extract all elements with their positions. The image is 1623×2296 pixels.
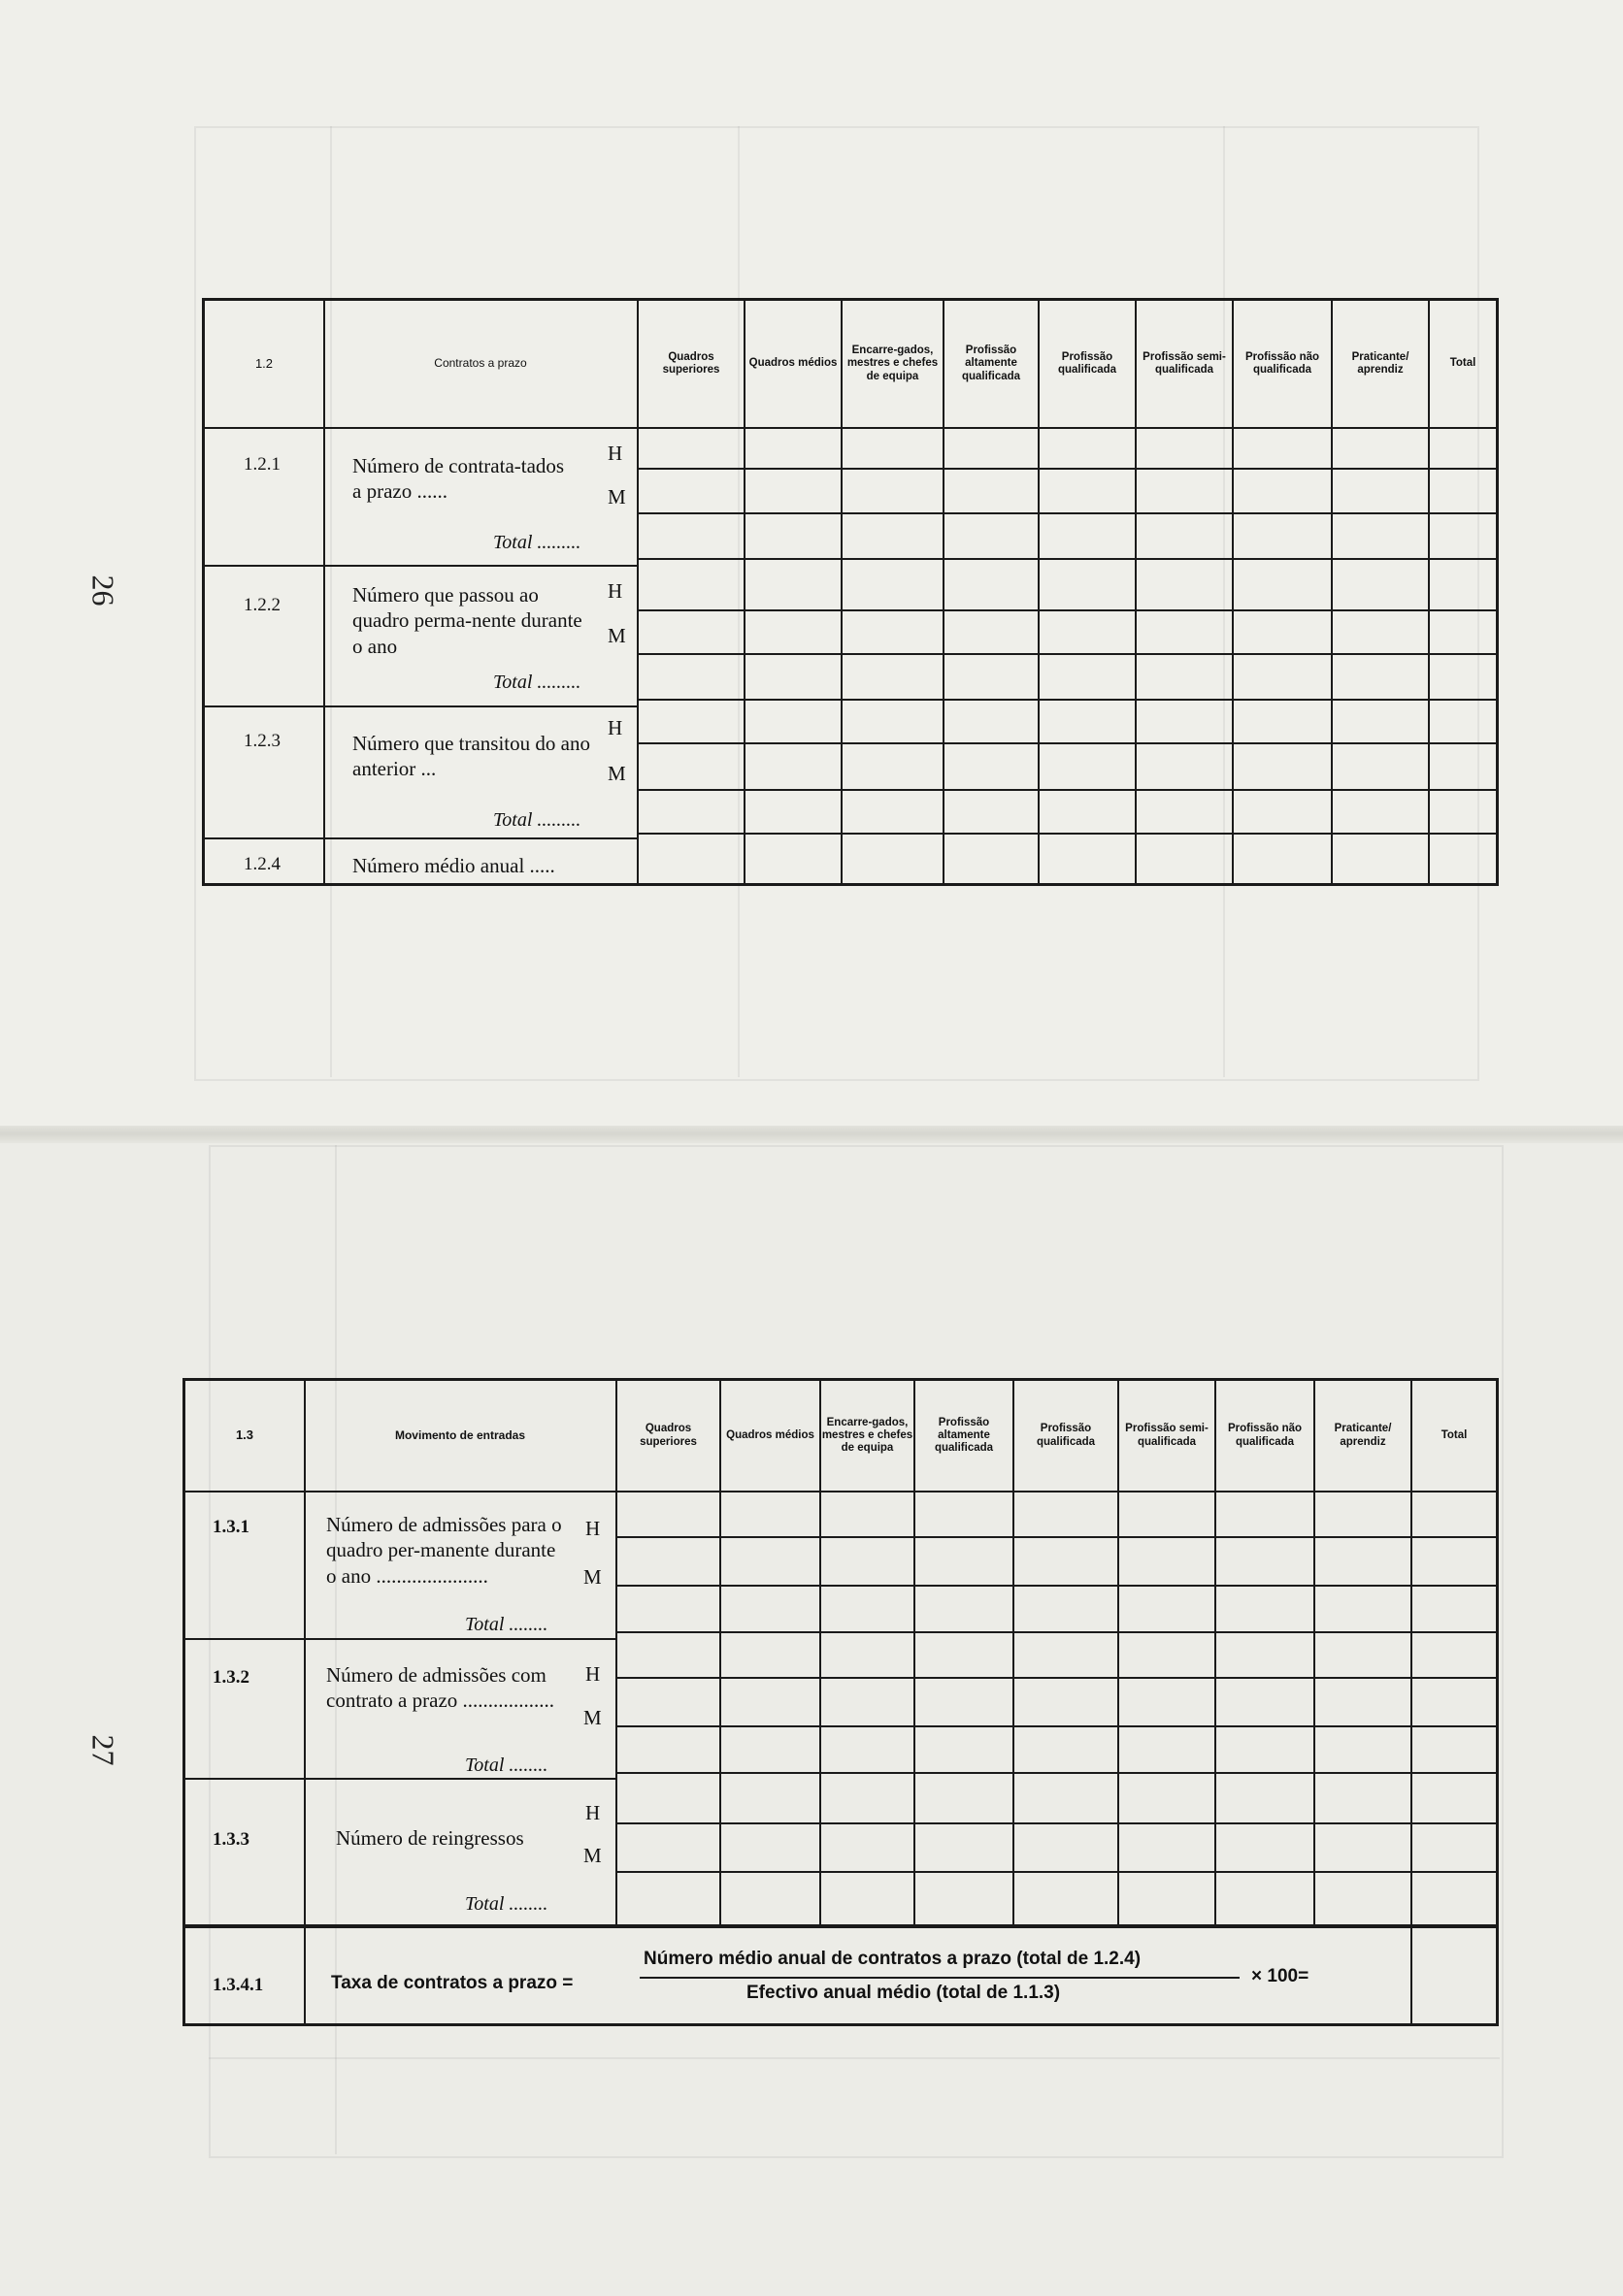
h-label: H [608, 442, 623, 465]
col-header-qualificada: Profissão qualificada [1036, 1423, 1096, 1448]
row-label: Número de admissões com contrato a prazo .................. [326, 1663, 555, 1713]
h-label: H [585, 1801, 601, 1824]
table-1-2-contratos-a-prazo [202, 298, 1499, 886]
m-label: M [583, 1565, 602, 1589]
h-label: H [585, 1517, 601, 1540]
cell-rule [637, 609, 1496, 611]
rate-label: Taxa de contratos a prazo = [331, 1973, 574, 1993]
header-divider [205, 427, 1496, 429]
row-label: Número de reingressos [336, 1826, 524, 1850]
row-code: 1.2.2 [244, 595, 281, 615]
cell-rule [637, 558, 1496, 560]
col-header-encarregados: Encarre-gados, mestres e chefes de equipa [821, 1416, 913, 1455]
row-divider [205, 565, 325, 567]
col-header-praticante: Praticante/ aprendiz [1351, 350, 1409, 376]
row-label: Número que transitou do ano anterior ... [352, 732, 590, 781]
total-label: Total ........ [465, 1614, 548, 1635]
rate-code: 1.3.4.1 [213, 1975, 264, 1995]
row-divider [185, 1638, 617, 1640]
section-title: Movimento de entradas [394, 1427, 526, 1442]
col-header-semi-qualificada: Profissão semi-qualificada [1143, 350, 1226, 376]
m-label: M [608, 485, 626, 508]
cell-rule [615, 1585, 1496, 1587]
m-label: M [608, 624, 626, 647]
page-number-top: 26 [85, 574, 121, 607]
row-divider [185, 1778, 617, 1780]
total-label: Total ........ [465, 1755, 548, 1776]
row-code: 1.2.4 [244, 854, 281, 874]
col-header-semi-qualificada: Profissão semi-qualificada [1125, 1423, 1209, 1448]
cell-rule [637, 742, 1496, 744]
cell-rule [637, 468, 1496, 470]
row-code: 1.2.1 [244, 454, 281, 475]
col-header-altamente-qualificada: Profissão altamente qualificada [961, 344, 1021, 382]
page-fold [0, 1126, 1623, 1143]
h-label: H [585, 1662, 601, 1686]
h-label: H [608, 579, 623, 603]
col-header-qualificada: Profissão qualificada [1057, 350, 1117, 376]
section-code: 1.3 [235, 1427, 254, 1443]
col-header-quadros-superiores: Quadros superiores [662, 350, 720, 376]
cell-rule [615, 1631, 1496, 1633]
total-label: Total ........ [465, 1893, 548, 1915]
col-header-nao-qualificada: Profissão não qualificada [1244, 350, 1320, 376]
page-number-bottom: 27 [85, 1734, 121, 1766]
section-code: 1.2 [254, 355, 274, 371]
col-header-nao-qualificada: Profissão não qualificada [1227, 1423, 1303, 1448]
col-header-praticante: Praticante/ aprendiz [1334, 1423, 1392, 1448]
rate-numerator: Número médio anual de contratos a prazo (total de 1.2.4) [644, 1949, 1142, 1969]
row-divider [205, 705, 325, 707]
col-header-total: Total [1449, 357, 1476, 370]
m-label: M [583, 1844, 602, 1867]
rate-multiplier: × 100= [1251, 1966, 1309, 1986]
total-label: Total ......... [493, 672, 581, 693]
cell-rule [615, 1677, 1496, 1679]
cell-rule [615, 1536, 1496, 1538]
row-label: Número médio anual ..... [352, 854, 555, 877]
row-label: Número de contrata-tados a prazo ...... [352, 454, 565, 504]
row-code: 1.3.1 [213, 1517, 249, 1537]
cell-rule [637, 512, 1496, 514]
cell-rule [615, 1772, 1496, 1774]
cell-rule [637, 789, 1496, 791]
col-header-quadros-medios: Quadros médios [748, 357, 838, 370]
row-label: Número de admissões para o quadro per-manente durante o ano ...................... [326, 1513, 562, 1588]
row-divider [185, 1924, 1496, 1928]
cell-rule [637, 699, 1496, 701]
cell-rule [615, 1871, 1496, 1873]
cell-rule [637, 653, 1496, 655]
column-divider [304, 1926, 306, 2023]
cell-rule [615, 1725, 1496, 1727]
row-divider [323, 705, 638, 707]
row-divider [205, 837, 325, 839]
col-header-quadros-superiores: Quadros superiores [640, 1423, 697, 1448]
total-label: Total ......... [493, 809, 581, 831]
m-label: M [583, 1706, 602, 1729]
cell-rule [615, 1822, 1496, 1824]
header-divider [185, 1491, 1496, 1492]
col-header-altamente-qualificada: Profissão altamente qualificada [934, 1416, 994, 1455]
section-title: Contratos a prazo [434, 356, 527, 371]
h-label: H [608, 716, 623, 739]
total-label: Total ......... [493, 532, 581, 553]
bleed-through-line [209, 2057, 1500, 2059]
column-divider [1410, 1926, 1412, 2023]
row-code: 1.3.2 [213, 1667, 249, 1688]
row-code: 1.2.3 [244, 731, 281, 751]
fraction-bar [640, 1977, 1240, 1979]
row-label: Número que passou ao quadro perma-nente durante o ano [352, 583, 582, 658]
rate-denominator: Efectivo anual médio (total de 1.1.3) [746, 1983, 1061, 2003]
row-divider [323, 837, 638, 839]
row-code: 1.3.3 [213, 1829, 249, 1850]
col-header-encarregados: Encarre-gados, mestres e chefes de equipa [846, 344, 939, 382]
col-header-total: Total [1441, 1428, 1468, 1441]
row-divider [323, 565, 638, 567]
m-label: M [608, 762, 626, 785]
table-1-3-movimento-de-entradas [182, 1378, 1499, 2026]
cell-rule [637, 833, 1496, 835]
col-header-quadros-medios: Quadros médios [726, 1428, 814, 1441]
